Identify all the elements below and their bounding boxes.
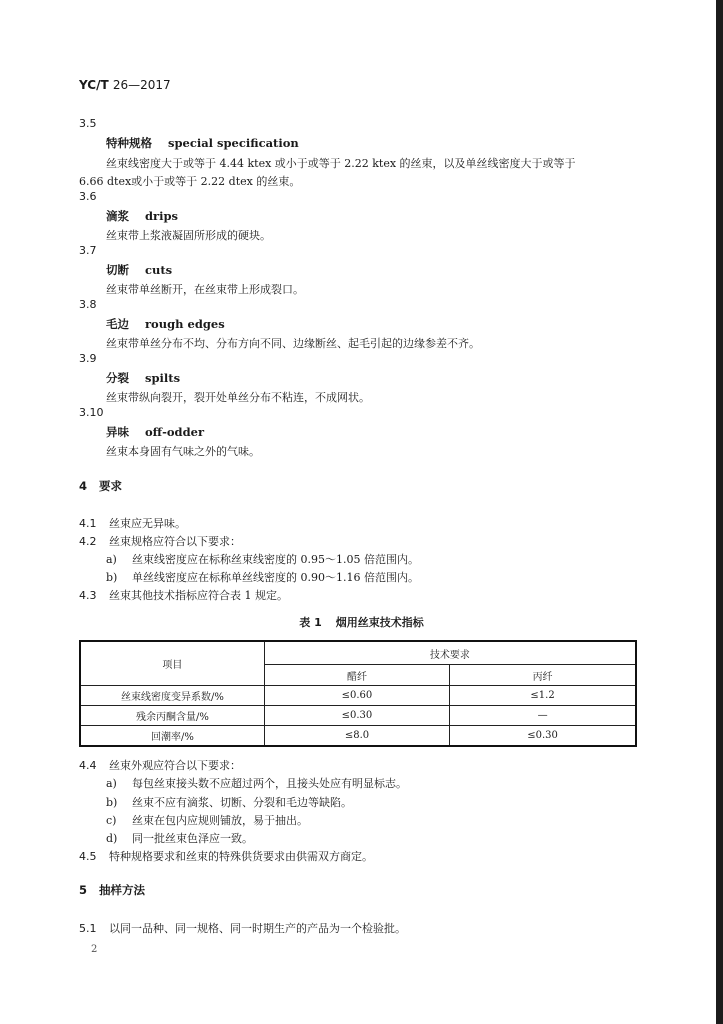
term-zh: 异味	[106, 425, 129, 439]
term-en: special specification	[168, 136, 299, 150]
term-zh: 特种规格	[106, 136, 152, 150]
list-item	[106, 830, 253, 846]
page-number: 2	[91, 944, 98, 955]
section-title: 要求	[99, 479, 123, 493]
list-item	[106, 775, 407, 791]
term-en: cuts	[145, 263, 173, 277]
list-label: a)	[106, 777, 117, 790]
term-number: 3.8	[79, 298, 97, 311]
clause-number: 5.1	[79, 922, 97, 935]
list-text: 单丝线密度应在标称单丝线密度的 0.90～1.16 倍范围内。	[132, 571, 419, 584]
cell-acetate: ≤8.0	[264, 726, 449, 747]
clause	[79, 848, 373, 864]
list-label: a)	[106, 553, 117, 566]
cell-item: 回潮率/%	[80, 726, 264, 747]
term-number: 3.10	[79, 406, 104, 419]
table-row	[80, 686, 636, 706]
term-zh: 分裂	[106, 371, 129, 385]
cell-polypropylene: —	[450, 706, 636, 726]
cell-polypropylene: ≤0.30	[450, 726, 636, 747]
term-zh: 滴浆	[106, 209, 129, 223]
list-label: b)	[106, 796, 118, 809]
cell-polypropylene: ≤1.2	[450, 686, 636, 706]
clause-text: 丝束外观应符合以下要求：	[109, 759, 241, 772]
clause-text: 丝束其他技术指标应符合表 1 规定。	[109, 589, 288, 602]
clause-text: 以同一品种、同一规格、同一时期生产的产品为一个检验批。	[109, 922, 406, 935]
list-item	[106, 569, 419, 585]
term-heading	[106, 208, 178, 224]
spec-table	[79, 640, 637, 747]
term-definition: 丝束线密度大于或等于 4.44 ktex 或小于或等于 2.22 ktex 的丝束，以及单丝线密度大于或等于	[106, 157, 576, 170]
term-heading	[106, 370, 180, 386]
clause-number: 4.3	[79, 589, 97, 602]
clause-number: 4.4	[79, 759, 97, 772]
table-caption	[0, 614, 723, 630]
table-header-row	[80, 641, 636, 665]
term-zh: 毛边	[106, 317, 129, 331]
section-title: 抽样方法	[99, 883, 146, 897]
clause	[79, 533, 241, 549]
standard-number: 26—2017	[112, 78, 171, 92]
list-item	[106, 812, 308, 828]
term-definition: 丝束带纵向裂开，裂开处单丝分布不粘连，不成网状。	[106, 391, 370, 404]
list-label: b)	[106, 571, 118, 584]
term-number: 3.7	[79, 244, 97, 257]
clause-text: 丝束应无异味。	[109, 517, 186, 530]
term-heading	[106, 316, 225, 332]
term-en: spilts	[145, 371, 181, 385]
list-text: 每包丝束接头数不应超过两个，且接头处应有明显标志。	[132, 777, 407, 790]
header-requirement: 技术要求	[264, 641, 636, 665]
table-caption-number: 表 1	[299, 616, 322, 629]
section-number: 5	[79, 883, 88, 897]
cell-item: 丝束线密度变异系数/%	[80, 686, 264, 706]
term-number: 3.6	[79, 190, 97, 203]
term-definition: 丝束带上浆液凝固所形成的硬块。	[106, 229, 271, 242]
cell-acetate: ≤0.60	[264, 686, 449, 706]
clause-text: 丝束规格应符合以下要求：	[109, 535, 241, 548]
list-text: 丝束不应有滴浆、切断、分裂和毛边等缺陷。	[132, 796, 352, 809]
term-number: 3.5	[79, 117, 97, 130]
header-polypropylene: 丙纤	[450, 665, 636, 686]
cell-item: 残余丙酮含量/%	[80, 706, 264, 726]
term-heading	[106, 424, 204, 440]
term-definition: 丝束带单丝分布不均、分布方向不同、边缘断丝、起毛引起的边缘参差不齐。	[106, 337, 480, 350]
list-item	[106, 794, 352, 810]
term-definition: 丝束带单丝断开，在丝束带上形成裂口。	[106, 283, 304, 296]
term-en: rough edges	[145, 317, 225, 331]
header-item: 项目	[80, 641, 264, 686]
list-text: 丝束线密度应在标称丝束线密度的 0.95～1.05 倍范围内。	[132, 553, 419, 566]
section-number: 4	[79, 479, 88, 493]
term-en: drips	[145, 209, 178, 223]
cell-acetate: ≤0.30	[264, 706, 449, 726]
section-heading	[79, 882, 145, 898]
clause-number: 4.5	[79, 850, 97, 863]
standard-header	[79, 78, 171, 92]
clause	[79, 920, 406, 936]
term-en: off-odder	[145, 425, 205, 439]
list-label: d)	[106, 832, 118, 845]
term-heading	[106, 262, 172, 278]
clause-text: 特种规格要求和丝束的特殊供货要求由供需双方商定。	[109, 850, 373, 863]
term-zh: 切断	[106, 263, 129, 277]
term-definition: 丝束本身固有气味之外的气味。	[106, 445, 260, 458]
list-label: c)	[106, 814, 117, 827]
clause-number: 4.2	[79, 535, 97, 548]
list-item	[106, 551, 419, 567]
section-heading	[79, 478, 122, 494]
table-row	[80, 706, 636, 726]
table-row	[80, 726, 636, 747]
table-caption-title: 烟用丝束技术指标	[335, 616, 424, 629]
term-definition: 6.66 dtex或小于或等于 2.22 dtex 的丝束。	[79, 175, 301, 188]
standard-code: YC/T	[79, 78, 109, 92]
header-acetate: 醋纤	[264, 665, 449, 686]
term-heading	[106, 135, 299, 151]
list-text: 丝束在包内应规则铺放，易于抽出。	[132, 814, 308, 827]
clause	[79, 757, 241, 773]
scan-edge	[716, 0, 723, 1024]
list-text: 同一批丝束色泽应一致。	[132, 832, 253, 845]
clause	[79, 515, 186, 531]
clause-number: 4.1	[79, 517, 97, 530]
clause	[79, 587, 288, 603]
term-number: 3.9	[79, 352, 97, 365]
